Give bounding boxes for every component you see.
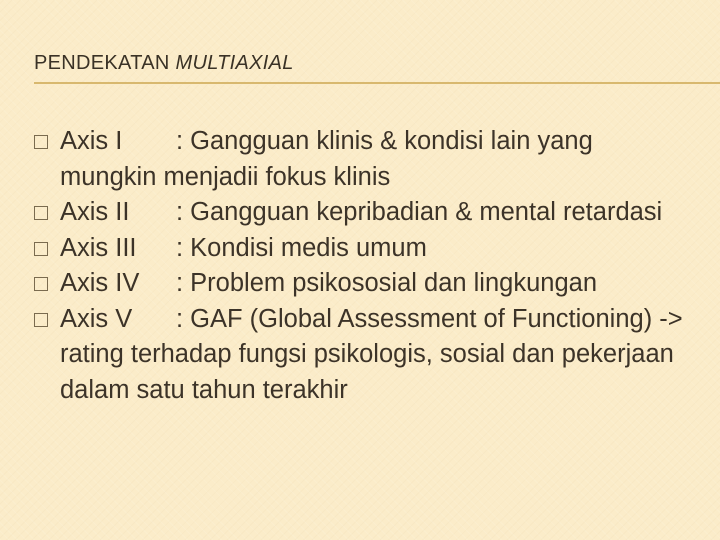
title-underline (34, 82, 720, 84)
axis-description: : Problem psikososial dan lingkungan (176, 269, 597, 297)
axis-label: Axis IV (60, 269, 140, 297)
bullet-box-icon (34, 242, 48, 256)
list-item (34, 266, 694, 302)
axis-label: Axis I (60, 127, 123, 155)
list-item (34, 195, 694, 231)
bullet-list (34, 124, 694, 408)
bullet-box-icon (34, 135, 48, 149)
bullet-box-icon (34, 313, 48, 327)
bullet-box-icon (34, 277, 48, 291)
axis-label: Axis V (60, 304, 133, 333)
title-text: PENDEKATAN (34, 52, 176, 74)
axis-description: : Kondisi medis umum (176, 233, 427, 262)
title-row (34, 52, 720, 84)
bullet-box-icon (34, 206, 48, 220)
axis-label: Axis III (60, 233, 137, 262)
list-item (34, 302, 694, 409)
page-title (34, 52, 294, 75)
axis-description: : GAF (Global Assessment of Functioning) -> rating terhadap fungsi psikologis, sosial dan pekerjaan dalam satu tahun terakhir (60, 304, 683, 404)
axis-description: : Gangguan kepribadian & mental retardasi (176, 198, 663, 226)
list-item (34, 124, 694, 195)
axis-label: Axis II (60, 198, 130, 226)
list-item (34, 231, 694, 267)
title-italic-text: MULTIAXIAL (175, 52, 294, 74)
axis-description: : Gangguan klinis & kondisi lain yang mungkin menjadii fokus klinis (60, 127, 593, 191)
